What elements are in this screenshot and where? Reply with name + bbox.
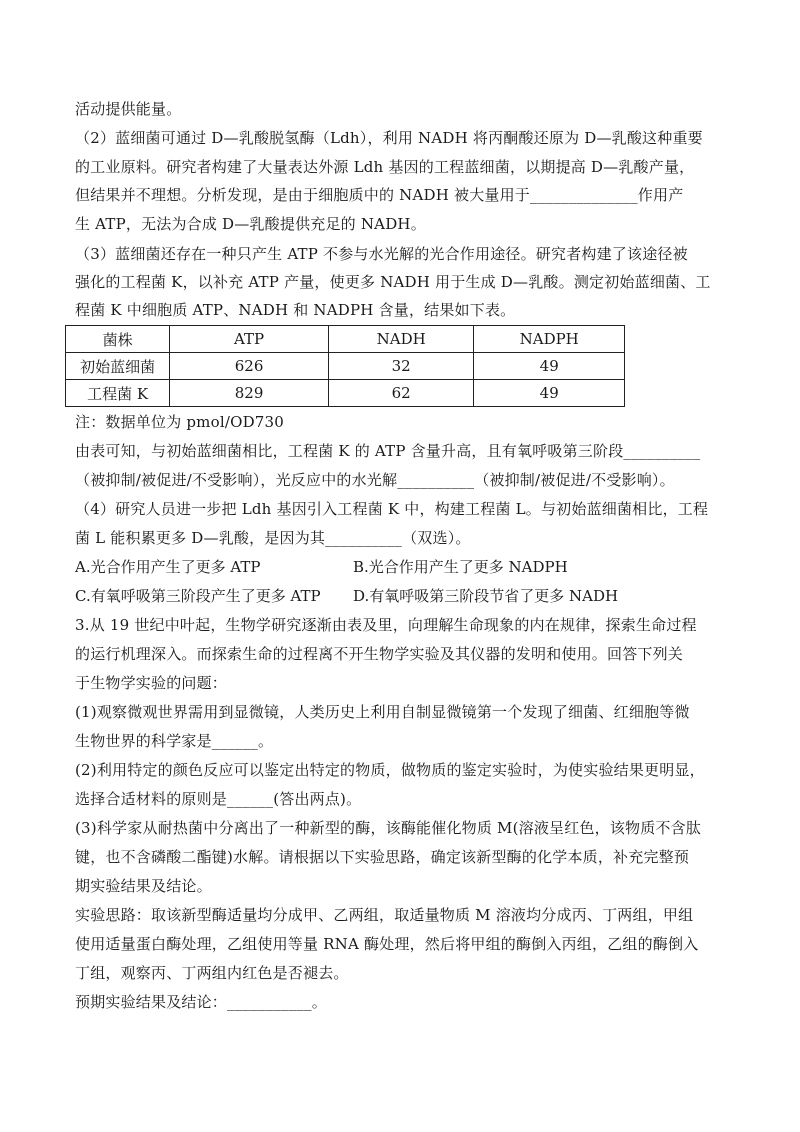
text-line: 活动提供能量。 — [75, 100, 182, 118]
table-cell: 初始蓝细菌 — [66, 353, 170, 380]
table-cell: 626 — [170, 353, 329, 380]
text-line: 生物世界的科学家是______。 — [75, 732, 274, 750]
table-cell: 工程菌 K — [66, 380, 170, 407]
text-line: 预期实验结果及结论：___________。 — [75, 993, 327, 1011]
text-line: 强化的工程菌 K，以补充 ATP 产量，使更多 NADH 用于生成 D—乳酸。测定初始蓝细菌、工 — [75, 273, 711, 291]
table-header-cell: ATP — [170, 326, 329, 353]
table-row — [66, 380, 625, 407]
table-header-row — [66, 326, 625, 353]
option-d: D.有氧呼吸第三阶段节省了更多 NADH — [353, 587, 619, 605]
text-line: (3)科学家从耐热菌中分离出了一种新型的酶，该酶能催化物质 M(溶液呈红色，该物质不含肽 — [75, 819, 702, 837]
text-line: 实验思路：取该新型酶适量均分成甲、乙两组，取适量物质 M 溶液均分成丙、丁两组，甲组 — [75, 906, 694, 924]
text-line: （2）蓝细菌可通过 D—乳酸脱氢酶（Ldh），利用 NADH 将丙酮酸还原为 D—乳酸这种重要 — [75, 129, 703, 147]
text-line: （被抑制/被促进/不受影响），光反应中的水光解__________（被抑制/被促进/不受影响）。 — [75, 471, 675, 489]
text-line: 由表可知，与初始蓝细菌相比，工程菌 K 的 ATP 含量升高，且有氧呼吸第三阶段__________ — [75, 442, 701, 460]
text-line: 丁组，观察丙、丁两组内红色是否褪去。 — [75, 964, 349, 982]
text-line: 但结果并不理想。分析发现，是由于细胞质中的 NADH 被大量用于______________作用产 — [75, 186, 684, 204]
table-cell: 49 — [474, 380, 625, 407]
table-cell: 32 — [328, 353, 473, 380]
text-line: 的运行机理深入。而探索生命的过程离不开生物学实验及其仪器的发明和使用。回答下列关 — [75, 645, 684, 663]
text-line: 菌 L 能积累更多 D—乳酸，是因为其__________（双选）。 — [75, 529, 471, 547]
table-cell: 49 — [474, 353, 625, 380]
text-line: (2)利用特定的颜色反应可以鉴定出特定的物质，做物质的鉴定实验时，为使实验结果更明显， — [75, 761, 705, 779]
table-header-cell: 菌株 — [66, 326, 170, 353]
table-header-cell: NADPH — [474, 326, 625, 353]
text-line: 程菌 K 中细胞质 ATP、NADH 和 NADPH 含量，结果如下表。 — [75, 301, 516, 319]
results-table — [65, 325, 625, 407]
text-line: 使用适量蛋白酶处理，乙组使用等量 RNA 酶处理，然后将甲组的酶倒入丙组，乙组的酶倒入 — [75, 935, 699, 953]
text-line: 的工业原料。研究者构建了大量表达外源 Ldh 基因的工程蓝细菌，以期提高 D—乳酸产量， — [75, 158, 695, 176]
text-line: 键，也不含磷酸二酯键)水解。请根据以下实验思路，确定该新型酶的化学本质，补充完整预 — [75, 848, 690, 866]
table-row — [66, 353, 625, 380]
option-c: C.有氧呼吸第三阶段产生了更多 ATP — [75, 587, 321, 605]
text-line: 于生物学实验的问题： — [75, 674, 228, 692]
table-cell: 62 — [328, 380, 473, 407]
table-cell: 829 — [170, 380, 329, 407]
text-line: （4）研究人员进一步把 Ldh 基因引入工程菌 K 中，构建工程菌 L。与初始蓝细菌相比，工程 — [75, 500, 709, 518]
question-heading: 3.从 19 世纪中叶起，生物学研究逐渐由表及里，向理解生命现象的内在规律，探索生命过程 — [75, 616, 697, 634]
text-line: (1)观察微观世界需用到显微镜，人类历史上利用自制显微镜第一个发现了细菌、红细胞等微 — [75, 703, 690, 721]
table-note: 注：数据单位为 pmol/OD730 — [75, 413, 285, 431]
option-a: A.光合作用产生了更多 ATP — [75, 558, 261, 576]
table-header-cell: NADH — [328, 326, 473, 353]
text-line: 期实验结果及结论。 — [75, 877, 212, 895]
text-line: （3）蓝细菌还存在一种只产生 ATP 不参与水光解的光合作用途径。研究者构建了该途径被 — [75, 245, 688, 263]
text-line: 生 ATP，无法为合成 D—乳酸提供充足的 NADH。 — [75, 215, 426, 233]
text-line: 选择合适材料的原则是______(答出两点)。 — [75, 790, 362, 808]
option-b: B.光合作用产生了更多 NADPH — [353, 558, 568, 576]
